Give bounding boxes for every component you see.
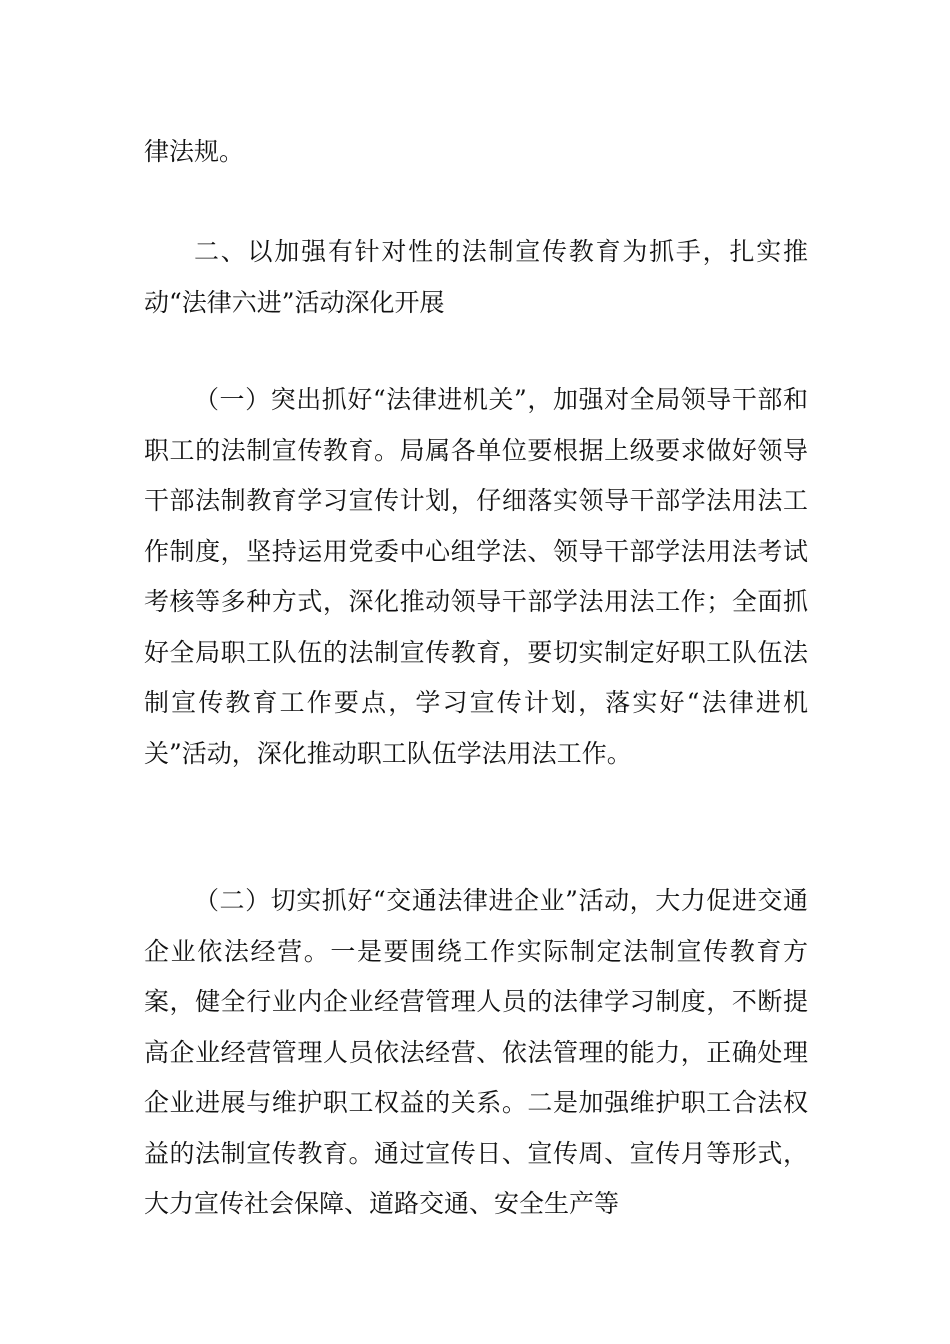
paragraph-item-one: （一）突出抓好“法律进机关”，加强对全局领导干部和职工的法制宣传教育。局属各单位要根据上级要求做好领导干部法制教育学习宣传计划，仔细落实领导干部学法用法工作制度，坚持运用党委中心组学法、领导干部学法用法考试考核等多种方式，深化推动领导干部学法用法工作；全面抓好全局职工队伍的法制宣传教育，要切实制定好职工队伍法制宣传教育工作要点，学习宣传计划，落实好“法律进机关”活动，深化推动职工队伍学法用法工作。 — [144, 385, 808, 768]
paragraph-continuation: 律法规。 — [144, 137, 245, 166]
paragraph-item-two: （二）切实抓好“交通法律进企业”活动，大力促进交通企业依法经营。一是要围绕工作实际制定法制宣传教育方案，健全行业内企业经营管理人员的法律学习制度，不断提高企业经营管理人员依法经营、依法管理的能力，正确处理企业进展与维护职工权益的关系。二是加强维护职工合法权益的法制宣传教育。通过宣传日、宣传周、宣传月等形式，大力宣传社会保障、道路交通、安全生产等 — [144, 886, 808, 1218]
section-heading-two: 二、以加强有针对性的法制宣传教育为抓手，扎实推动“法律六进”活动深化开展 — [144, 237, 808, 317]
